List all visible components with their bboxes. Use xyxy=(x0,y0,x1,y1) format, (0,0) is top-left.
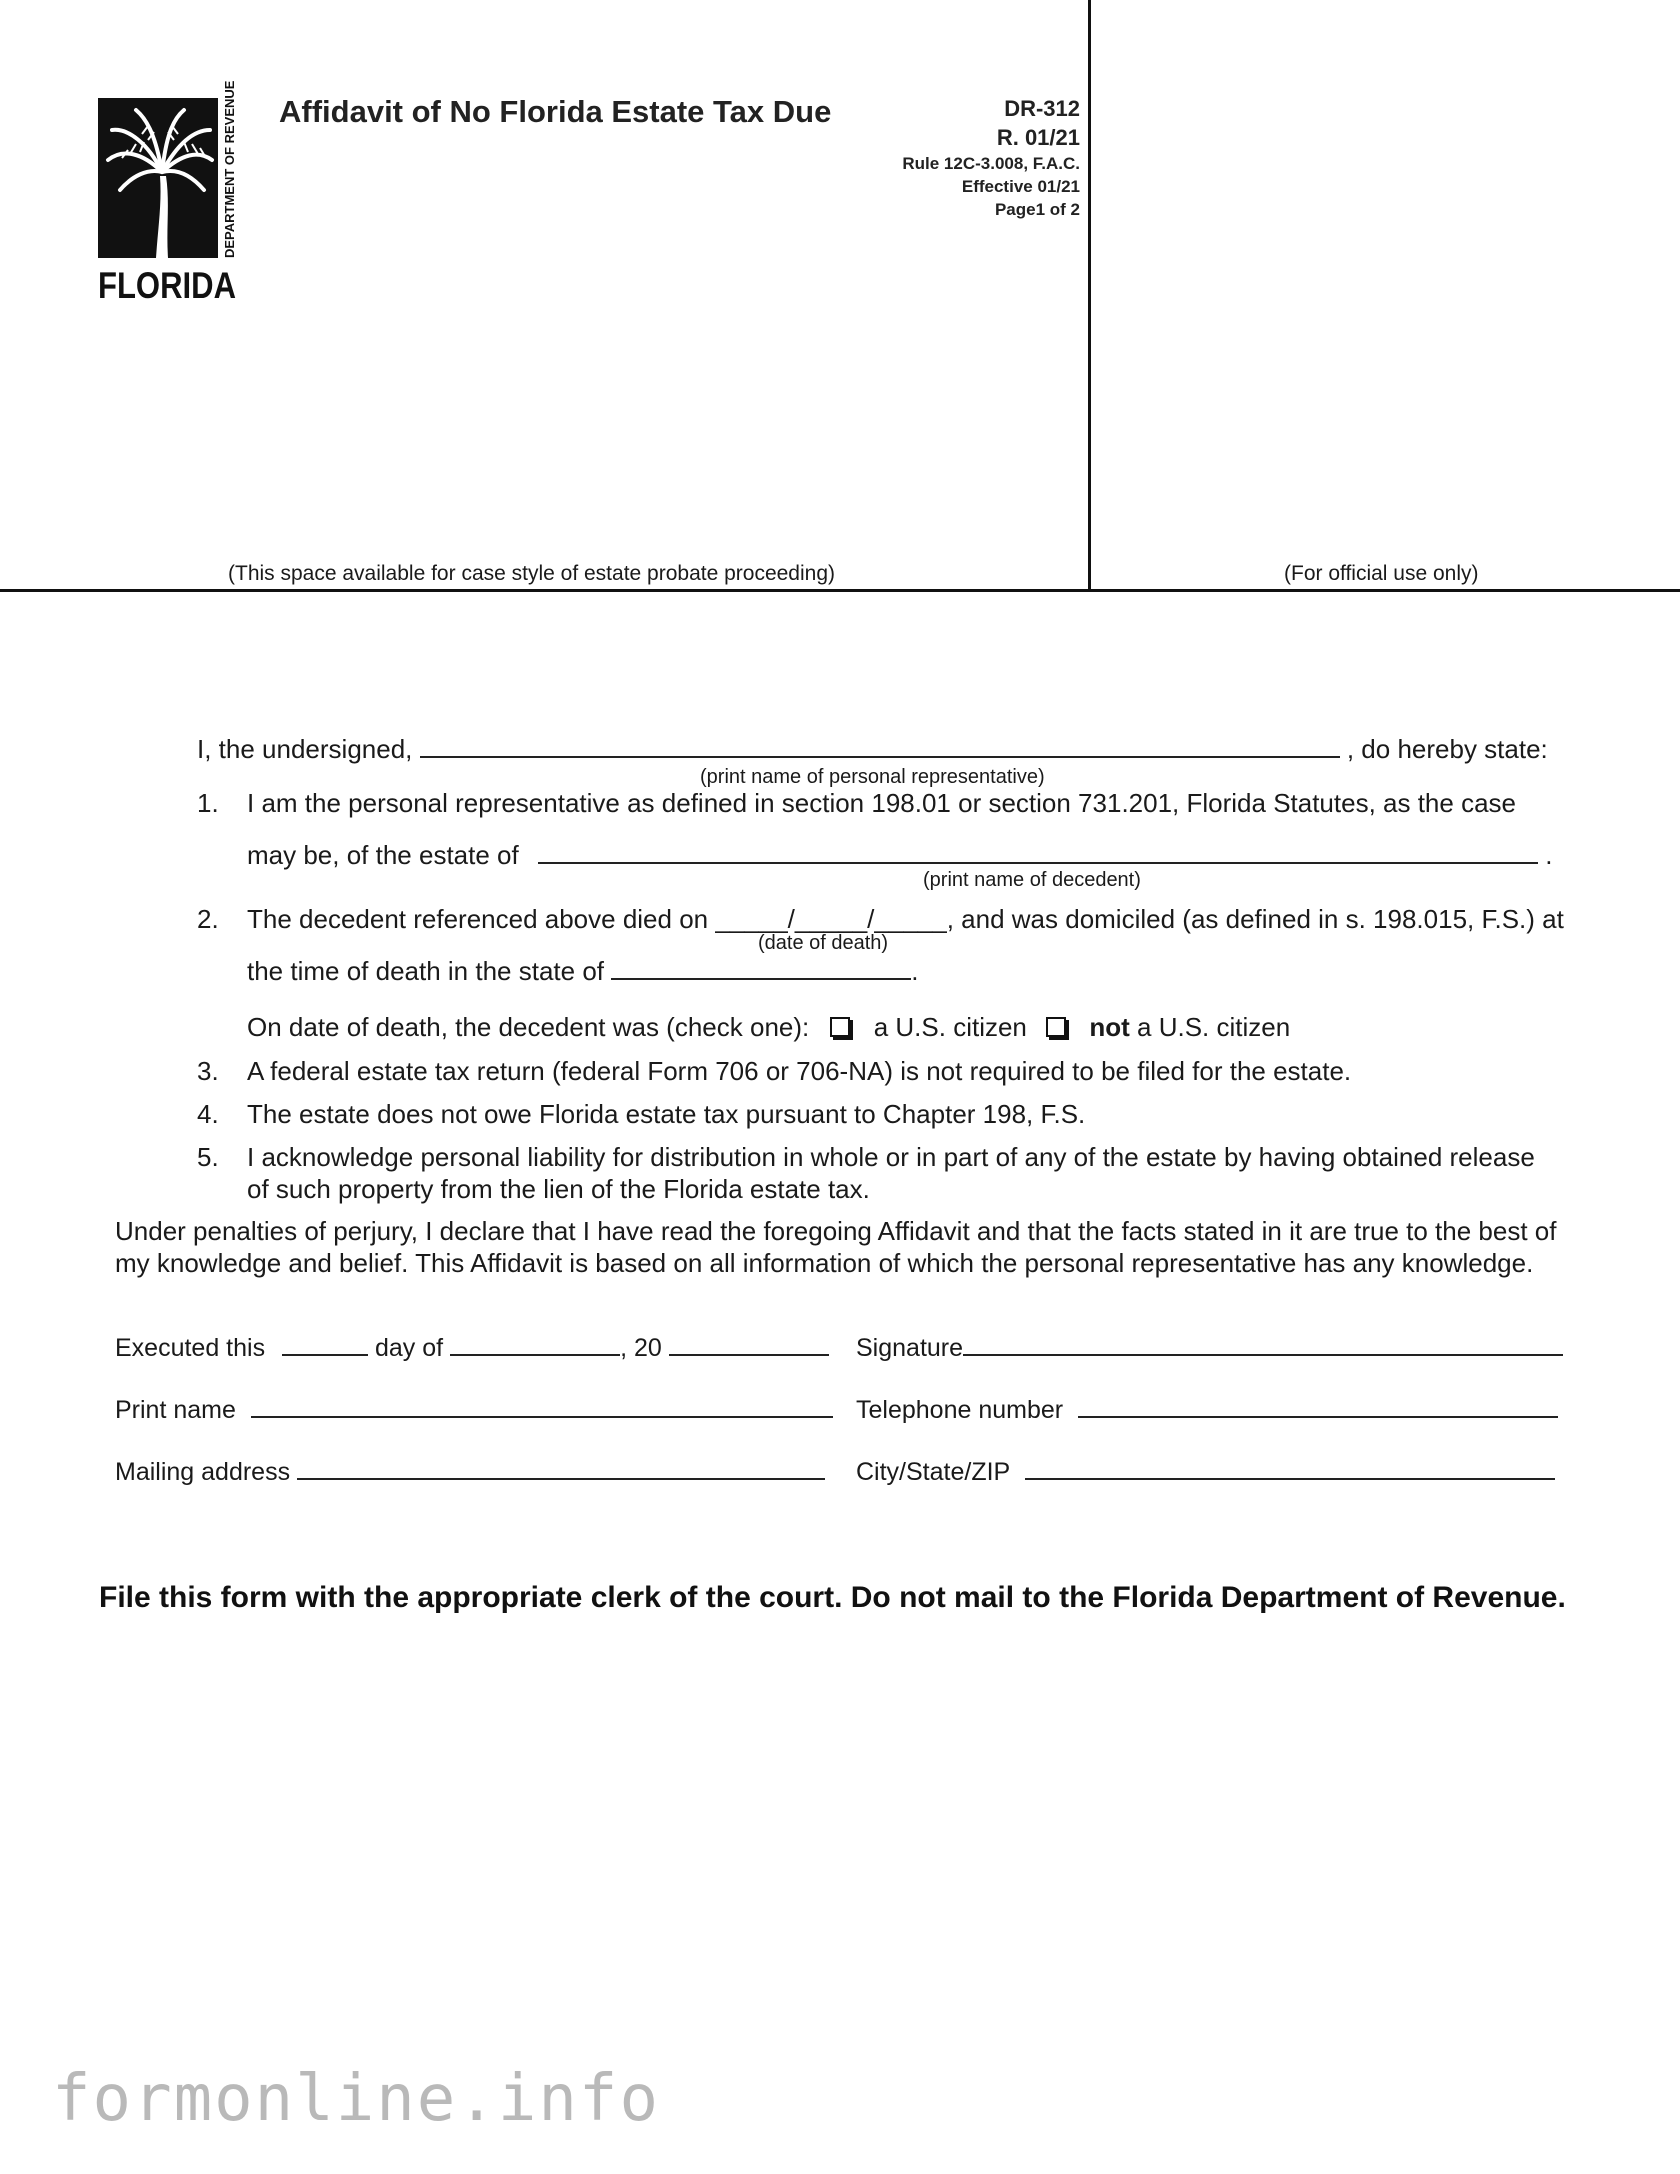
perjury-line1: Under penalties of perjury, I declare that I have read the foregoing Affidavit and that the facts stated in it are true to the best of xyxy=(115,1216,1557,1246)
logo-florida-text: FLORIDA xyxy=(98,265,236,306)
telephone-field[interactable] xyxy=(1078,1394,1558,1418)
form-page: Page1 of 2 xyxy=(994,200,1080,219)
us-citizen-label: a U.S. citizen xyxy=(873,1012,1027,1042)
form-rule: Rule 12C-3.008, F.A.C. xyxy=(902,154,1080,173)
item2-line2 xyxy=(247,956,918,987)
executed-day-of: day of xyxy=(375,1334,444,1362)
city-state-zip-label: City/State/ZIP xyxy=(856,1458,1010,1486)
case-style-caption: (This space available for case style of estate probate proceeding) xyxy=(228,562,836,585)
form-number: DR-312 xyxy=(1004,96,1080,121)
item2-line1 xyxy=(247,904,1564,935)
intro-prefix: I, the undersigned, xyxy=(197,734,413,764)
signature-field[interactable] xyxy=(963,1332,1563,1356)
city-state-zip-field[interactable] xyxy=(1025,1456,1555,1480)
form-revision: R. 01/21 xyxy=(996,125,1080,150)
decedent-name-field[interactable] xyxy=(538,840,1538,864)
filing-notice: File this form with the appropriate clerk of the court. Do not mail to the Florida Department of Revenue. xyxy=(99,1581,1566,1614)
print-name-label: Print name xyxy=(115,1396,236,1424)
palm-tree-icon xyxy=(98,80,238,306)
intro-line xyxy=(197,734,1548,765)
executed-year-prefix: , 20 xyxy=(620,1334,662,1362)
not-us-citizen-checkbox[interactable] xyxy=(1046,1017,1066,1037)
signature-label: Signature xyxy=(856,1334,964,1362)
item2-suffix: , and was domiciled (as defined in s. 198.015, F.S.) at xyxy=(946,904,1564,934)
not-citizen-bold: not xyxy=(1089,1012,1130,1042)
signature-line xyxy=(856,1332,1563,1363)
item5-line2: of such property from the lien of the Florida estate tax. xyxy=(247,1174,870,1204)
personal-representative-name-field[interactable] xyxy=(420,734,1340,758)
item1-number: 1. xyxy=(197,788,219,818)
form-effective: Effective 01/21 xyxy=(961,177,1080,196)
intro-caption: (print name of personal representative) xyxy=(700,766,1045,788)
us-citizen-checkbox[interactable] xyxy=(830,1017,850,1037)
item1-line1: I am the personal representative as defined in section 198.01 or section 731.201, Florida Statutes, as the case xyxy=(247,788,1516,818)
item2-line2-suffix: . xyxy=(911,956,919,986)
intro-suffix: , do hereby state: xyxy=(1346,734,1548,764)
header-bottom-rule xyxy=(0,589,1680,592)
mailing-address-label: Mailing address xyxy=(115,1458,291,1486)
vertical-divider xyxy=(1088,0,1091,592)
watermark: formonline.info xyxy=(52,2062,660,2136)
item1-line2-prefix: may be, of the estate of xyxy=(247,840,519,870)
executed-line xyxy=(115,1332,829,1363)
item1-caption: (print name of decedent) xyxy=(923,869,1141,891)
citizenship-line xyxy=(247,1012,1290,1043)
citizen-prefix: On date of death, the decedent was (check one): xyxy=(247,1012,810,1042)
city-state-zip-line xyxy=(856,1456,1555,1487)
date-of-death-field[interactable]: _____/_____/_____ xyxy=(715,904,947,934)
item3-text: A federal estate tax return (federal Form 706 or 706-NA) is not required to be filed for the estate. xyxy=(247,1056,1352,1086)
item4-text: The estate does not owe Florida estate tax pursuant to Chapter 198, F.S. xyxy=(247,1099,1086,1129)
logo-side-text: DEPARTMENT OF REVENUE xyxy=(222,80,237,258)
item2-line2-prefix: the time of death in the state of xyxy=(247,956,605,986)
official-use-caption: (For official use only) xyxy=(1284,562,1479,585)
domicile-state-field[interactable] xyxy=(611,956,911,980)
item5-line1: I acknowledge personal liability for distribution in whole or in part of any of the estate by having obtained release xyxy=(247,1142,1535,1172)
mailing-address-line xyxy=(115,1456,825,1487)
print-name-field[interactable] xyxy=(251,1394,833,1418)
mailing-address-field[interactable] xyxy=(297,1456,825,1480)
item2-number: 2. xyxy=(197,904,219,934)
form-identifiers xyxy=(902,94,1080,221)
telephone-line xyxy=(856,1394,1558,1425)
item2-caption: (date of death) xyxy=(758,932,889,954)
item3-number: 3. xyxy=(197,1056,219,1086)
item2-prefix: The decedent referenced above died on xyxy=(247,904,709,934)
item1-line2-suffix: . xyxy=(1545,840,1553,870)
executed-day-field[interactable] xyxy=(282,1332,368,1356)
executed-month-field[interactable] xyxy=(450,1332,620,1356)
item1-line2 xyxy=(247,840,1552,871)
not-us-citizen-label: a U.S. citizen xyxy=(1137,1012,1291,1042)
executed-prefix: Executed this xyxy=(115,1334,266,1362)
florida-dor-logo xyxy=(98,80,238,306)
print-name-line xyxy=(115,1394,833,1425)
item5-number: 5. xyxy=(197,1142,219,1172)
executed-year-field[interactable] xyxy=(669,1332,829,1356)
telephone-label: Telephone number xyxy=(856,1396,1064,1424)
perjury-line2: my knowledge and belief. This Affidavit is based on all information of which the personal representative has any knowledge. xyxy=(115,1248,1534,1278)
form-title: Affidavit of No Florida Estate Tax Due xyxy=(279,94,832,129)
item4-number: 4. xyxy=(197,1099,219,1129)
